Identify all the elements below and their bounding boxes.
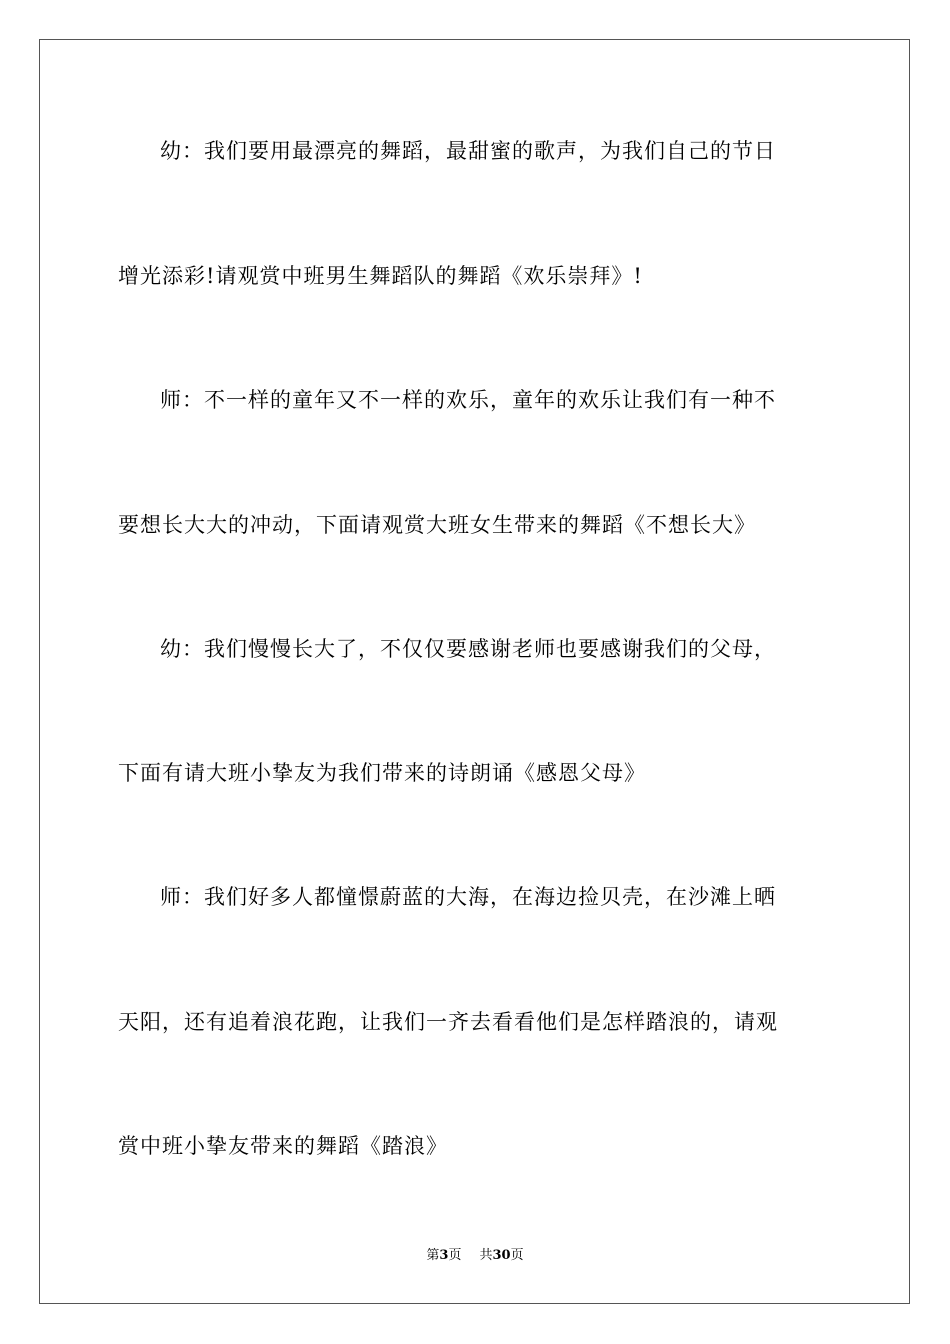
footer-page-suffix: 页: [448, 1248, 462, 1263]
page-border: [39, 39, 910, 1304]
paragraph-line: 师：我们好多人都憧憬蔚蓝的大海，在海边捡贝壳，在沙滩上晒: [160, 885, 776, 909]
paragraph-line: 增光添彩!请观赏中班男生舞蹈队的舞蹈《欢乐崇拜》!: [118, 264, 643, 288]
paragraph-line: 师：不一样的童年又不一样的欢乐，童年的欢乐让我们有一种不: [160, 388, 776, 412]
paragraph-line: 要想长大大的冲动，下面请观赏大班女生带来的舞蹈《不想长大》: [118, 513, 756, 537]
paragraph-line: 赏中班小挚友带来的舞蹈《踏浪》: [118, 1134, 448, 1158]
paragraph-line: 天阳，还有追着浪花跑，让我们一齐去看看他们是怎样踏浪的，请观: [118, 1010, 778, 1034]
paragraph-line: 下面有请大班小挚友为我们带来的诗朗诵《感恩父母》: [118, 761, 646, 785]
footer-total-pages: 30: [492, 1248, 511, 1263]
footer-page-prefix: 第: [426, 1248, 440, 1263]
paragraph-line: 幼：我们慢慢长大了，不仅仅要感谢老师也要感谢我们的父母，: [160, 637, 776, 661]
footer-total-suffix: 页: [510, 1248, 524, 1263]
footer-total-prefix: 共: [479, 1248, 493, 1263]
footer-page-number: 3: [439, 1248, 449, 1263]
paragraph-line: 幼：我们要用最漂亮的舞蹈，最甜蜜的歌声，为我们自己的节日: [160, 139, 776, 163]
page-footer: [0, 1247, 950, 1265]
